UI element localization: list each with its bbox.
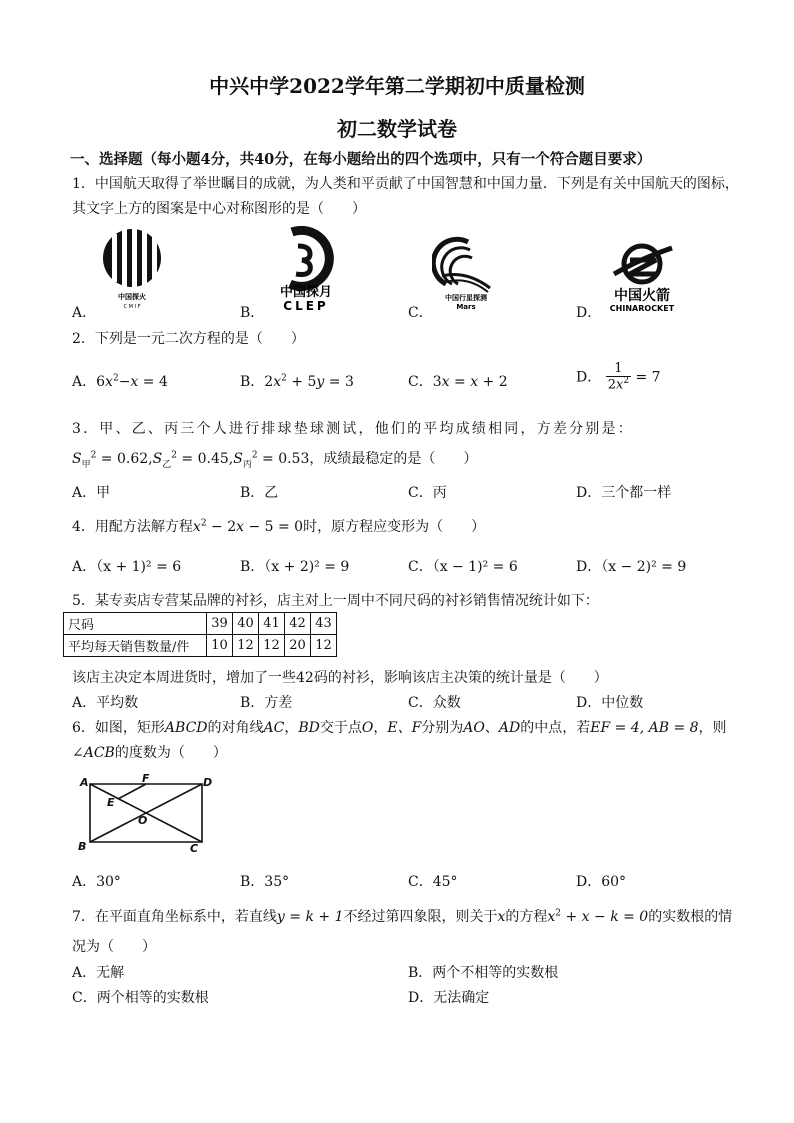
logo-a-cn: 中国探火: [118, 293, 146, 301]
label-o: O: [138, 814, 148, 827]
logo-b-cn: 中国探月: [279, 285, 333, 300]
label-b: B: [78, 840, 87, 853]
q7-stem-line2: 况为（ ）: [72, 939, 156, 955]
size-sales-table: [63, 612, 337, 657]
q6-option-d: D．60°: [576, 874, 627, 890]
q5-stem-line2: 该店主决定本周进货时，增加了一些42码的衬衫，影响该店主决策的统计量是（ ）: [72, 670, 608, 686]
q7-option-b: B．两个不相等的实数根: [408, 965, 559, 981]
table-cell: 10: [207, 635, 233, 657]
q4-option-c: C．（x − 1)² = 6: [408, 559, 518, 575]
label-a: A: [80, 776, 89, 789]
label-d: D: [203, 776, 213, 789]
q2-option-b: B．$2x^2 + 5y = 3$: [240, 373, 354, 390]
q7-option-d: D．无法确定: [408, 990, 490, 1006]
logo-b-en: CLEP: [283, 299, 329, 312]
q3-option-d: D．三个都一样: [576, 485, 672, 501]
q4-option-a: A．（x + 1)² = 6: [72, 559, 182, 575]
logo-d-en: CHINAROCKET: [609, 304, 675, 313]
logo-d-cn: 中国火箭: [614, 288, 670, 304]
table-cell: 40: [233, 613, 259, 635]
q6-option-c: C．45°: [408, 874, 458, 890]
q6-option-b: B．35°: [240, 874, 290, 890]
exam-title: 中兴中学2022学年第二学期初中质量检测: [209, 74, 585, 98]
table-cell: 尺码: [64, 613, 207, 635]
logo-c-en: Mars: [456, 303, 476, 311]
table-cell: 41: [259, 613, 285, 635]
q5-option-d: D．中位数: [576, 695, 644, 711]
q5-option-c: C．众数: [408, 695, 461, 711]
q3-stem-line2: $S_甲^2 = 0.62,S_乙^2 = 0.45,S_丙^2 = 0.53$，成绩最稳定的是（ ）: [72, 450, 478, 470]
q1-stem-line1: 1．中国航天取得了举世瞩目的成就，为人类和平贡献了中国智慧和中国力量．下列是有关中国航天的图标，: [72, 176, 739, 192]
table-row: [64, 635, 337, 657]
q1-stem-line2: 其文字上方的图案是中心对称图形的是（ ）: [72, 201, 366, 217]
lunar-exploration-logo-icon: [266, 226, 346, 316]
table-cell: 39: [207, 613, 233, 635]
mars-exploration-logo-icon: [98, 226, 170, 314]
q2-option-a: A．$6x^2-x = 4$: [72, 373, 168, 390]
q4-option-d: D．（x − 2)² = 9: [576, 559, 687, 575]
table-cell: 20: [285, 635, 311, 657]
q6-stem-line2: ∠ACB的度数为（ ）: [72, 745, 227, 761]
rectangle-figure: [74, 772, 214, 858]
label-c: C: [190, 842, 199, 854]
label-e: E: [107, 796, 115, 809]
q3-option-c: C．丙: [408, 485, 447, 501]
table-cell: 42: [285, 613, 311, 635]
q2-stem: 2．下列是一元二次方程的是（ ）: [72, 331, 305, 347]
q7-option-a: A．无解: [72, 965, 125, 981]
q1-option-a-label: A．: [72, 305, 97, 321]
q5-option-a: A．平均数: [72, 695, 139, 711]
q6-option-a: A．30°: [72, 874, 121, 890]
logo-c-cn: 中国行星探测: [445, 294, 487, 302]
section-heading: 一、选择题（每小题4分，共40分，在每小题给出的四个选项中，只有一个符合题目要求）: [70, 151, 652, 168]
logo-a-en: C M I F: [123, 304, 141, 310]
q1-option-b-label: B．: [240, 305, 265, 321]
table-cell: 12: [233, 635, 259, 657]
q4-stem: 4．用配方法解方程$x^2 - 2x - 5 = 0$时，原方程应变形为（ ）: [72, 518, 486, 535]
exam-subtitle: 初二数学试卷: [337, 117, 457, 141]
q7-option-c: C．两个相等的实数根: [72, 990, 209, 1006]
q5-option-b: B．方差: [240, 695, 293, 711]
table-row: [64, 613, 337, 635]
table-cell: 12: [311, 635, 337, 657]
q6-stem-line1: 6．如图，矩形ABCD的对角线AC，BD交于点O，E、F分别为AO、AD的中点，若EF = 4, AB = 8，则: [72, 720, 727, 736]
label-f: F: [142, 772, 150, 785]
q7-stem-line1: 7．在平面直角坐标系中，若直线y = k + 1不经过第四象限，则关于x的方程$x^2 + x - k = 0$的实数根的情: [72, 908, 733, 925]
table-cell: 12: [259, 635, 285, 657]
q4-option-b: B．（x + 2)² = 9: [240, 559, 350, 575]
q3-option-b: B．乙: [240, 485, 279, 501]
table-cell: 43: [311, 613, 337, 635]
china-rocket-logo-icon: [600, 240, 684, 318]
planetary-exploration-logo-icon: [432, 236, 502, 316]
q1-option-d-label: D．: [576, 305, 602, 321]
q3-stem-line1: 3．甲、乙、丙三个人进行排球垫球测试，他们的平均成绩相同，方差分别是：: [72, 421, 634, 437]
q2-option-c: C．3x = x + 2: [408, 374, 508, 390]
q5-stem: 5．某专卖店专营某品牌的衬衫，店主对上一周中不同尺码的衬衫销售情况统计如下：: [72, 593, 599, 609]
q1-option-c-label: C．: [408, 305, 433, 321]
table-cell: 平均每天销售数量/件: [64, 635, 207, 657]
q2-option-d: D． $\frac{1}{2x^2}$ = 7: [576, 361, 661, 393]
q3-option-a: A．甲: [72, 485, 111, 501]
